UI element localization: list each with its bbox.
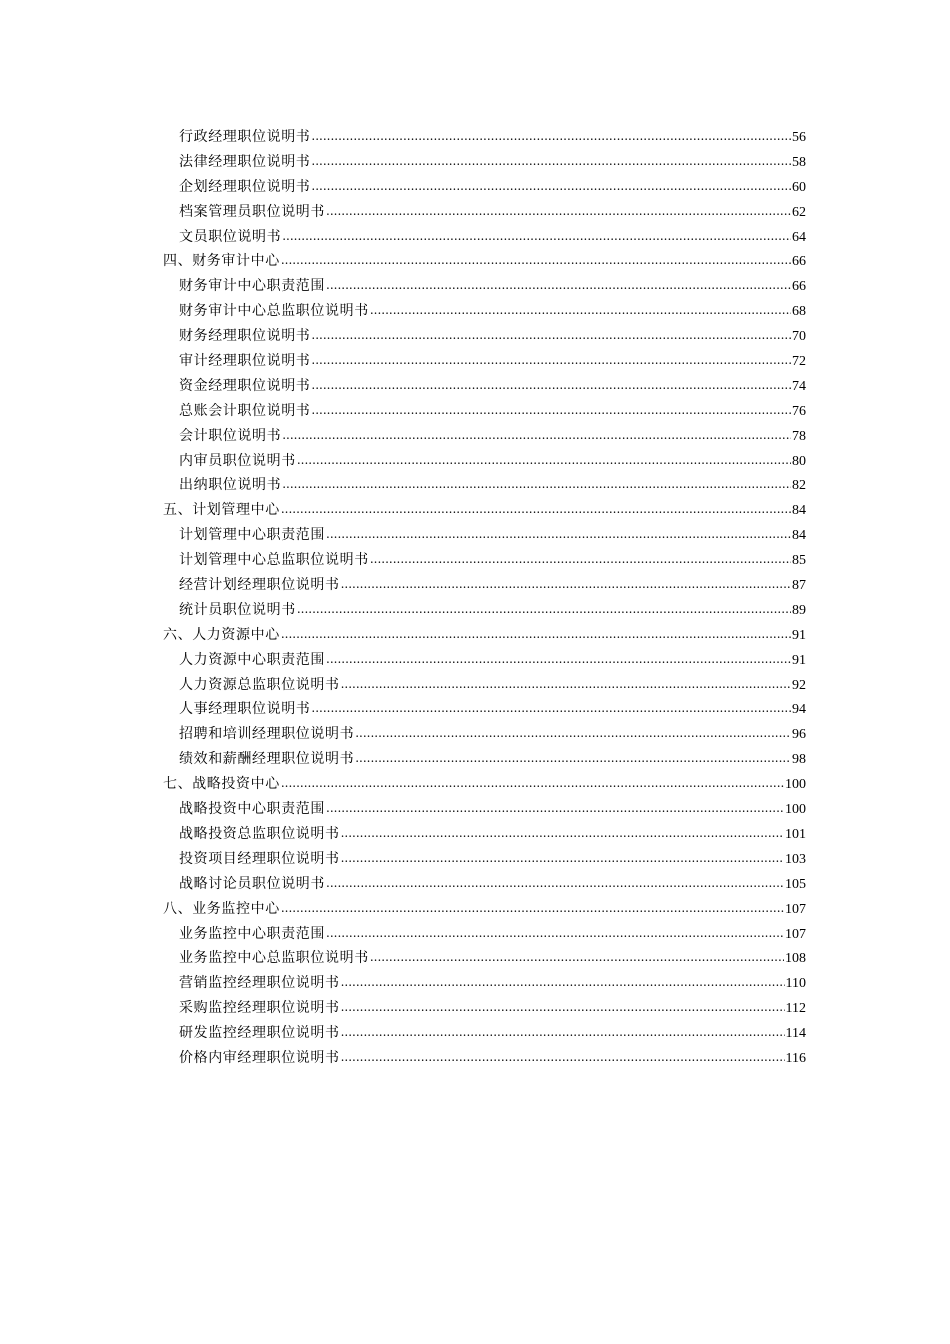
toc-dot-leader — [341, 821, 784, 846]
toc-entry-label: 五、计划管理中心 — [163, 502, 280, 519]
toc-page-number: 85 — [792, 553, 806, 569]
toc-dot-leader — [370, 945, 784, 970]
toc-dot-leader — [326, 796, 784, 821]
toc-entry-label: 财务审计中心总监职位说明书 — [179, 303, 369, 320]
toc-page-number: 62 — [792, 204, 806, 220]
toc-item[interactable] — [163, 449, 806, 474]
toc-dot-leader — [341, 672, 791, 697]
toc-page-number: 76 — [792, 403, 806, 419]
toc-item[interactable] — [163, 1046, 806, 1071]
toc-page-number: 68 — [792, 304, 806, 320]
toc-dot-leader — [341, 572, 791, 597]
toc-section-heading[interactable] — [163, 249, 806, 274]
toc-entry-label: 行政经理职位说明书 — [179, 129, 311, 145]
toc-dot-leader — [341, 1045, 785, 1070]
toc-page-number: 107 — [785, 926, 806, 942]
toc-entry-label: 总账会计职位说明书 — [179, 402, 311, 419]
toc-entry-label: 七、战略投资中心 — [163, 776, 280, 793]
toc-entry-label: 战略投资中心职责范围 — [179, 801, 325, 818]
toc-dot-leader — [281, 248, 791, 273]
toc-item[interactable] — [163, 598, 806, 623]
toc-entry-label: 采购监控经理职位说明书 — [179, 1000, 340, 1017]
toc-item[interactable] — [163, 872, 806, 897]
toc-entry-label: 资金经理职位说明书 — [179, 377, 311, 394]
toc-item[interactable] — [163, 150, 806, 175]
toc-entry-label: 财务经理职位说明书 — [179, 328, 311, 345]
toc-entry-label: 文员职位说明书 — [179, 228, 282, 245]
toc-dot-leader — [370, 547, 791, 572]
toc-item[interactable] — [163, 399, 806, 424]
toc-page-number: 80 — [792, 453, 806, 469]
toc-dot-leader — [281, 771, 784, 796]
toc-dot-leader — [311, 398, 791, 423]
toc-dot-leader — [282, 224, 791, 249]
toc-dot-leader — [297, 448, 791, 473]
toc-entry-label: 财务审计中心职责范围 — [179, 278, 325, 295]
toc-dot-leader — [311, 323, 791, 348]
toc-entry-label: 四、财务审计中心 — [163, 253, 280, 270]
toc-page-number: 92 — [792, 677, 806, 693]
toc-section-heading[interactable] — [163, 772, 806, 797]
toc-dot-leader — [281, 497, 791, 522]
toc-item[interactable] — [163, 125, 806, 150]
toc-entry-label: 人力资源中心职责范围 — [179, 651, 325, 668]
toc-dot-leader — [282, 472, 791, 497]
toc-dot-leader — [281, 622, 791, 647]
toc-dot-leader — [341, 995, 785, 1020]
toc-dot-leader — [370, 298, 791, 323]
toc-page-number: 84 — [792, 528, 806, 544]
toc-page-number: 89 — [792, 602, 806, 618]
toc-dot-leader — [311, 373, 791, 398]
toc-entry-label: 绩效和薪酬经理职位说明书 — [179, 751, 355, 768]
toc-page-number: 110 — [785, 976, 806, 992]
toc-item[interactable] — [163, 374, 806, 399]
toc-entry-label: 统计员职位说明书 — [179, 601, 296, 618]
toc-page-number: 70 — [792, 329, 806, 345]
toc-item[interactable] — [163, 747, 806, 772]
toc-item[interactable] — [163, 946, 806, 971]
toc-dot-leader — [311, 149, 791, 174]
toc-item[interactable] — [163, 225, 806, 250]
toc-page-number: 101 — [785, 826, 806, 842]
toc-entry-label: 出纳职位说明书 — [179, 477, 282, 494]
toc-item[interactable] — [163, 200, 806, 225]
toc-item[interactable] — [163, 797, 806, 822]
toc-dot-leader — [341, 846, 784, 871]
toc-item[interactable] — [163, 971, 806, 996]
toc-entry-label: 会计职位说明书 — [179, 427, 282, 444]
toc-page-number: 91 — [792, 652, 806, 668]
toc-page-number: 114 — [785, 1026, 806, 1042]
toc-item[interactable] — [163, 424, 806, 449]
toc-page-number: 87 — [792, 578, 806, 594]
toc-page-number: 84 — [792, 503, 806, 519]
table-of-contents — [163, 125, 806, 1071]
toc-item[interactable] — [163, 1021, 806, 1046]
toc-dot-leader — [311, 696, 791, 721]
toc-dot-leader — [326, 273, 791, 298]
toc-dot-leader — [297, 597, 791, 622]
toc-page-number: 60 — [792, 179, 806, 195]
toc-entry-label: 计划管理中心职责范围 — [179, 527, 325, 544]
toc-page-number: 72 — [792, 354, 806, 370]
toc-item[interactable] — [163, 349, 806, 374]
toc-page-number: 56 — [792, 130, 806, 145]
toc-entry-label: 招聘和培训经理职位说明书 — [179, 726, 355, 743]
toc-item[interactable] — [163, 922, 806, 947]
toc-entry-label: 审计经理职位说明书 — [179, 353, 311, 370]
toc-entry-label: 人力资源总监职位说明书 — [179, 676, 340, 693]
toc-entry-label: 法律经理职位说明书 — [179, 153, 311, 170]
toc-item[interactable] — [163, 548, 806, 573]
toc-item[interactable] — [163, 648, 806, 673]
toc-item[interactable] — [163, 473, 806, 498]
toc-entry-label: 档案管理员职位说明书 — [179, 203, 325, 220]
toc-entry-label: 企划经理职位说明书 — [179, 178, 311, 195]
toc-dot-leader — [326, 199, 791, 224]
toc-entry-label: 战略投资总监职位说明书 — [179, 825, 340, 842]
toc-item[interactable] — [163, 299, 806, 324]
toc-page-number: 64 — [792, 229, 806, 245]
toc-dot-leader — [326, 921, 784, 946]
toc-dot-leader — [311, 174, 791, 199]
toc-page-number: 108 — [785, 951, 806, 967]
toc-dot-leader — [326, 647, 791, 672]
toc-item[interactable] — [163, 324, 806, 349]
toc-entry-label: 投资项目经理职位说明书 — [179, 850, 340, 867]
toc-item[interactable] — [163, 274, 806, 299]
toc-dot-leader — [326, 522, 791, 547]
toc-entry-label: 经营计划经理职位说明书 — [179, 577, 340, 594]
toc-item[interactable] — [163, 847, 806, 872]
toc-item[interactable] — [163, 996, 806, 1021]
toc-page-number: 98 — [792, 752, 806, 768]
toc-section-heading[interactable] — [163, 498, 806, 523]
toc-page-number: 91 — [792, 627, 806, 643]
toc-dot-leader — [311, 124, 791, 149]
toc-page-number: 66 — [792, 254, 806, 270]
toc-page-number: 82 — [792, 478, 806, 494]
toc-page-number: 74 — [792, 378, 806, 394]
toc-entry-label: 战略讨论员职位说明书 — [179, 875, 325, 892]
toc-entry-label: 计划管理中心总监职位说明书 — [179, 552, 369, 569]
toc-item[interactable] — [163, 523, 806, 548]
toc-dot-leader — [311, 348, 791, 373]
toc-dot-leader — [341, 1020, 785, 1045]
toc-entry-label: 价格内审经理职位说明书 — [179, 1049, 340, 1066]
toc-entry-label: 内审员职位说明书 — [179, 452, 296, 469]
toc-page-number: 96 — [792, 727, 806, 743]
toc-entry-label: 业务监控中心总监职位说明书 — [179, 950, 369, 967]
toc-page-number: 58 — [792, 154, 806, 170]
toc-entry-label: 业务监控中心职责范围 — [179, 925, 325, 942]
toc-page-number: 112 — [785, 1001, 806, 1017]
toc-entry-label: 研发监控经理职位说明书 — [179, 1025, 340, 1042]
toc-page-number: 103 — [785, 851, 806, 867]
toc-dot-leader — [341, 970, 785, 995]
toc-page-number: 100 — [785, 802, 806, 818]
toc-item[interactable] — [163, 673, 806, 698]
toc-page-number: 116 — [785, 1050, 806, 1066]
toc-section-heading[interactable] — [163, 897, 806, 922]
toc-page-number: 94 — [792, 702, 806, 718]
toc-item[interactable] — [163, 822, 806, 847]
toc-dot-leader — [282, 423, 791, 448]
toc-dot-leader — [281, 896, 784, 921]
toc-page-number: 66 — [792, 279, 806, 295]
toc-entry-label: 营销监控经理职位说明书 — [179, 975, 340, 992]
toc-page-number: 107 — [785, 901, 806, 917]
toc-entry-label: 八、业务监控中心 — [163, 900, 280, 917]
toc-section-heading[interactable] — [163, 623, 806, 648]
toc-item[interactable] — [163, 175, 806, 200]
toc-page-number: 105 — [785, 876, 806, 892]
toc-item[interactable] — [163, 697, 806, 722]
toc-item[interactable] — [163, 573, 806, 598]
toc-entry-label: 人事经理职位说明书 — [179, 701, 311, 718]
toc-dot-leader — [355, 721, 791, 746]
toc-page-number: 78 — [792, 428, 806, 444]
toc-item[interactable] — [163, 722, 806, 747]
toc-page-number: 100 — [785, 777, 806, 793]
toc-entry-label: 六、人力资源中心 — [163, 626, 280, 643]
toc-dot-leader — [355, 746, 791, 771]
toc-dot-leader — [326, 871, 784, 896]
